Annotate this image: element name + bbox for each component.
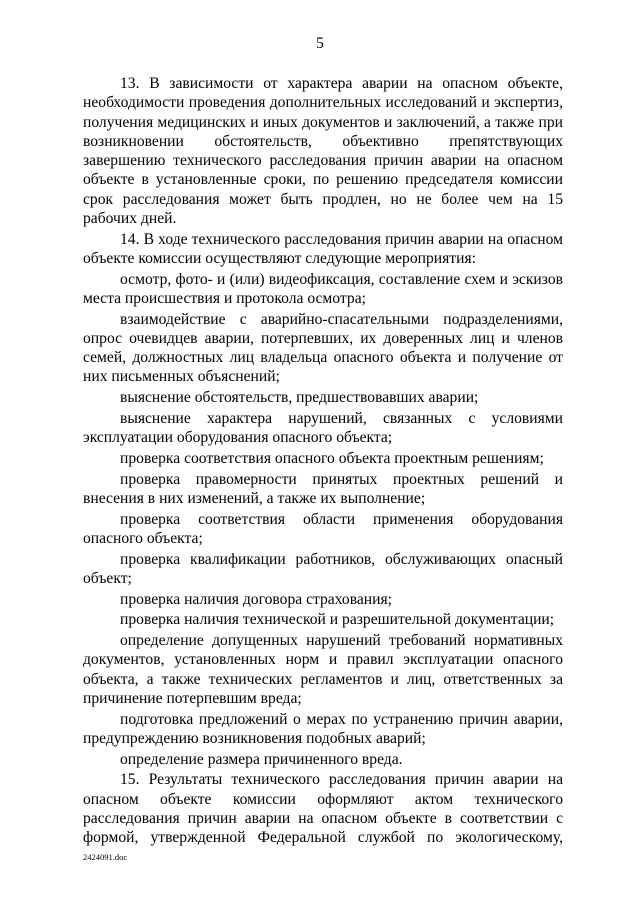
- list-item-damage: определение размера причиненного вреда.: [120, 750, 403, 768]
- list-item-violations: выяснение характера нарушений, связанных с условиями эксплуатации оборудования опасного объекта;: [83, 409, 563, 446]
- list-item-insurance: проверка наличия договора страхования;: [120, 590, 392, 608]
- paragraph-13: 13. В зависимости от характера аварии на опасном объекте, необходимости проведения дополнительных исследований и экспертиз, получения медицинских и иных документов и заключений, а также при возникновении обстоятельств, объективно препятствующих завершению технического расследования причин аварии на опасном объекте в установленные сроки, по решению председателя комиссии срок расследования может быть продлен, но не более чем на 15 рабочих дней.: [83, 75, 563, 227]
- list-item-design-compliance: проверка соответствия опасного объекта проектным решениям;: [120, 449, 544, 467]
- list-item-circumstances: выяснение обстоятельств, предшествовавших аварии;: [120, 389, 479, 406]
- list-item-qualification: проверка квалификации работников, обслуживающих опасный объект;: [83, 550, 563, 587]
- document-body: [83, 74, 563, 849]
- list-item-interaction: взаимодействие с аварийно-спасательными подразделениями, опрос очевидцев аварии, потерпевших, их доверенных лиц и членов семей, должностных лиц владельца опасного объекта и получение от них письменных объяснений;: [83, 310, 563, 386]
- list-item-inspection: осмотр, фото- и (или) видеофиксация, составление схем и эскизов места происшествия и протокола осмотра;: [83, 270, 563, 307]
- list-item-proposals: подготовка предложений о мерах по устранению причин аварии, предупреждению возникновения подобных аварий;: [83, 710, 563, 747]
- list-item-documentation: проверка наличия технической и разрешительной документации;: [120, 611, 555, 629]
- list-item-determination: определение допущенных нарушений требований нормативных документов, установленных норм и правил эксплуатации опасного объекта, а также технических регламентов и лиц, ответственных за причинение потерпевшим вреда;: [83, 632, 563, 707]
- paragraph-14: 14. В ходе технического расследования причин аварии на опасном объекте комиссии осуществляют следующие мероприятия:: [83, 230, 563, 267]
- list-item-design-legitimacy: проверка правомерности принятых проектных решений и внесения в них изменений, а также их выполнение;: [83, 470, 563, 507]
- paragraph-15: 15. Результаты технического расследования причин аварии на опасном объекте комиссии оформляют актом технического расследования причин аварии на опасном объекте в соответствии с формой, утвержденной Федеральной службой по экологическому,: [83, 771, 563, 846]
- page-number: 5: [316, 35, 324, 52]
- list-item-equipment-scope: проверка соответствия области применения оборудования опасного объекта;: [83, 510, 563, 547]
- file-name-footer: 2424091.doc: [83, 852, 128, 862]
